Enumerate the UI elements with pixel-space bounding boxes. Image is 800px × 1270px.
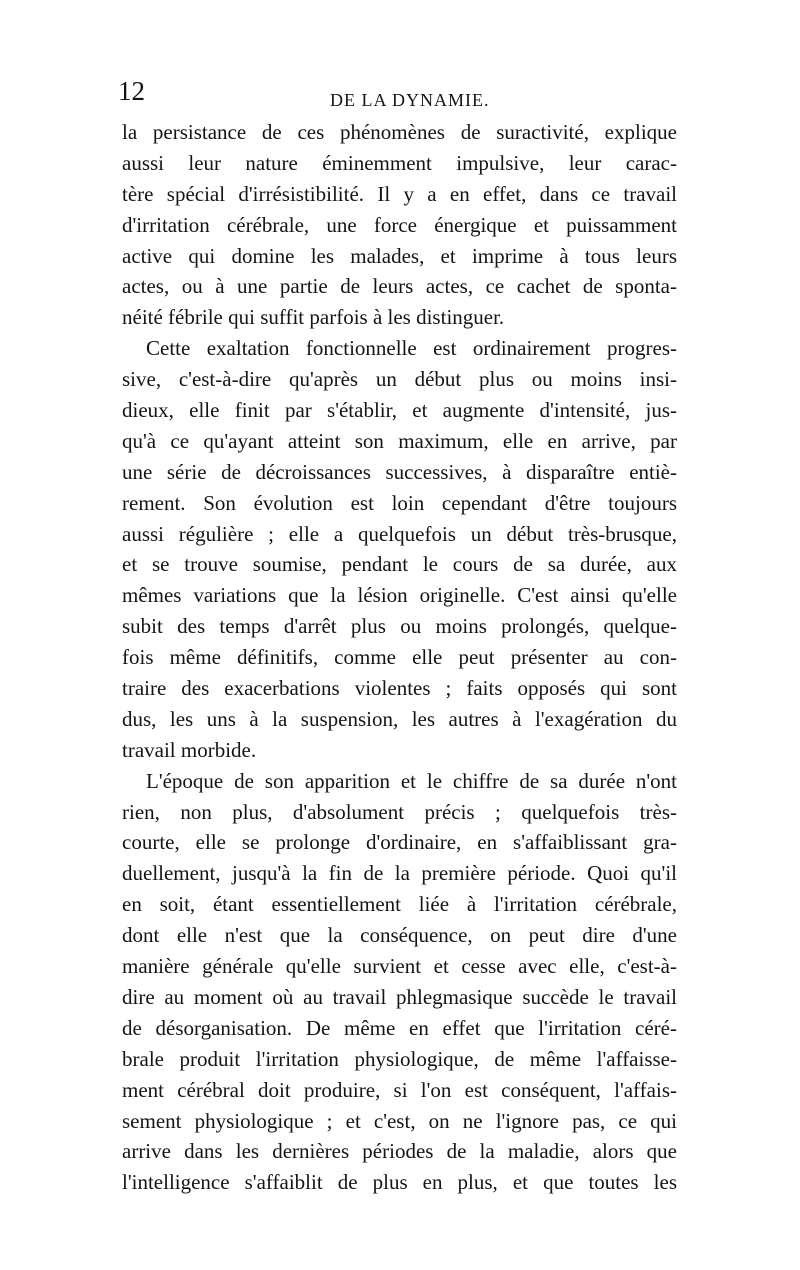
- text-line: actes, ou à une partie de leurs actes, ce cachet de sponta-: [122, 274, 677, 299]
- text-line: rien, non plus, d'absolument précis ; quelquefois très-: [122, 799, 677, 824]
- text-line: traire des exacerbations violentes ; faits opposés qui sont: [122, 676, 677, 701]
- running-title: DE LA DYNAMIE.: [330, 90, 490, 110]
- text-line: courte, elle se prolonge d'ordinaire, en s'affaiblissant gra-: [122, 830, 677, 855]
- text-line: active qui domine les malades, et imprime à tous leurs: [122, 243, 677, 268]
- text-line: travail morbide.: [122, 737, 257, 762]
- text-line: sement physiologique ; et c'est, on ne l'ignore pas, ce qui: [122, 1108, 677, 1133]
- text-line: une série de décroissances successives, à disparaître entiè-: [122, 459, 677, 484]
- page-number: 12: [118, 76, 145, 106]
- text-line: brale produit l'irritation physiologique, de même l'affaisse-: [122, 1046, 677, 1071]
- text-line: subit des temps d'arrêt plus ou moins prolongés, quelque-: [122, 614, 677, 639]
- text-line: de désorganisation. De même en effet que l'irritation céré-: [122, 1015, 677, 1040]
- text-line: ment cérébral doit produire, si l'on est conséquent, l'affais-: [122, 1077, 677, 1102]
- text-line: l'intelligence s'affaiblit de plus en plus, et que toutes les: [122, 1170, 677, 1195]
- text-line: aussi régulière ; elle a quelquefois un début très-brusque,: [122, 521, 677, 546]
- text-line: mêmes variations que la lésion originelle. C'est ainsi qu'elle: [122, 583, 677, 608]
- text-line: néité fébrile qui suffit parfois à les distinguer.: [122, 305, 505, 330]
- text-line: dire au moment où au travail phlegmasique succède le travail: [122, 984, 677, 1009]
- paragraph-start-line: Cette exaltation fonctionnelle est ordinairement progres-: [146, 336, 677, 361]
- text-line: arrive dans les dernières périodes de la maladie, alors que: [122, 1139, 677, 1164]
- text-line: qu'à ce qu'ayant atteint son maximum, elle en arrive, par: [122, 428, 677, 453]
- text-line: dieux, elle finit par s'établir, et augmente d'intensité, jus-: [122, 398, 677, 423]
- text-line: fois même définitifs, comme elle peut présenter au con-: [122, 645, 677, 670]
- text-line: aussi leur nature éminemment impulsive, leur carac-: [122, 150, 677, 175]
- text-line: manière générale qu'elle survient et cesse avec elle, c'est-à-: [122, 954, 677, 979]
- text-line: rement. Son évolution est loin cependant d'être toujours: [122, 490, 677, 515]
- text-line: en soit, étant essentiellement liée à l'irritation cérébrale,: [122, 892, 677, 917]
- text-line: la persistance de ces phénomènes de suractivité, explique: [122, 120, 677, 144]
- text-line: dus, les uns à la suspension, les autres à l'exagération du: [122, 706, 677, 731]
- text-line: dont elle n'est que la conséquence, on peut dire d'une: [122, 923, 677, 948]
- text-line: sive, c'est-à-dire qu'après un début plus ou moins insi-: [122, 367, 677, 392]
- text-line: et se trouve soumise, pendant le cours de sa durée, aux: [122, 552, 677, 577]
- text-line: tère spécial d'irrésistibilité. Il y a en effet, dans ce travail: [122, 181, 677, 206]
- text-line: d'irritation cérébrale, une force énergique et puissamment: [122, 212, 677, 237]
- text-line: duellement, jusqu'à la fin de la première période. Quoi qu'il: [122, 861, 677, 886]
- paragraph-start-line: L'époque de son apparition et le chiffre de sa durée n'ont: [146, 768, 677, 793]
- body-text: [122, 117, 677, 1198]
